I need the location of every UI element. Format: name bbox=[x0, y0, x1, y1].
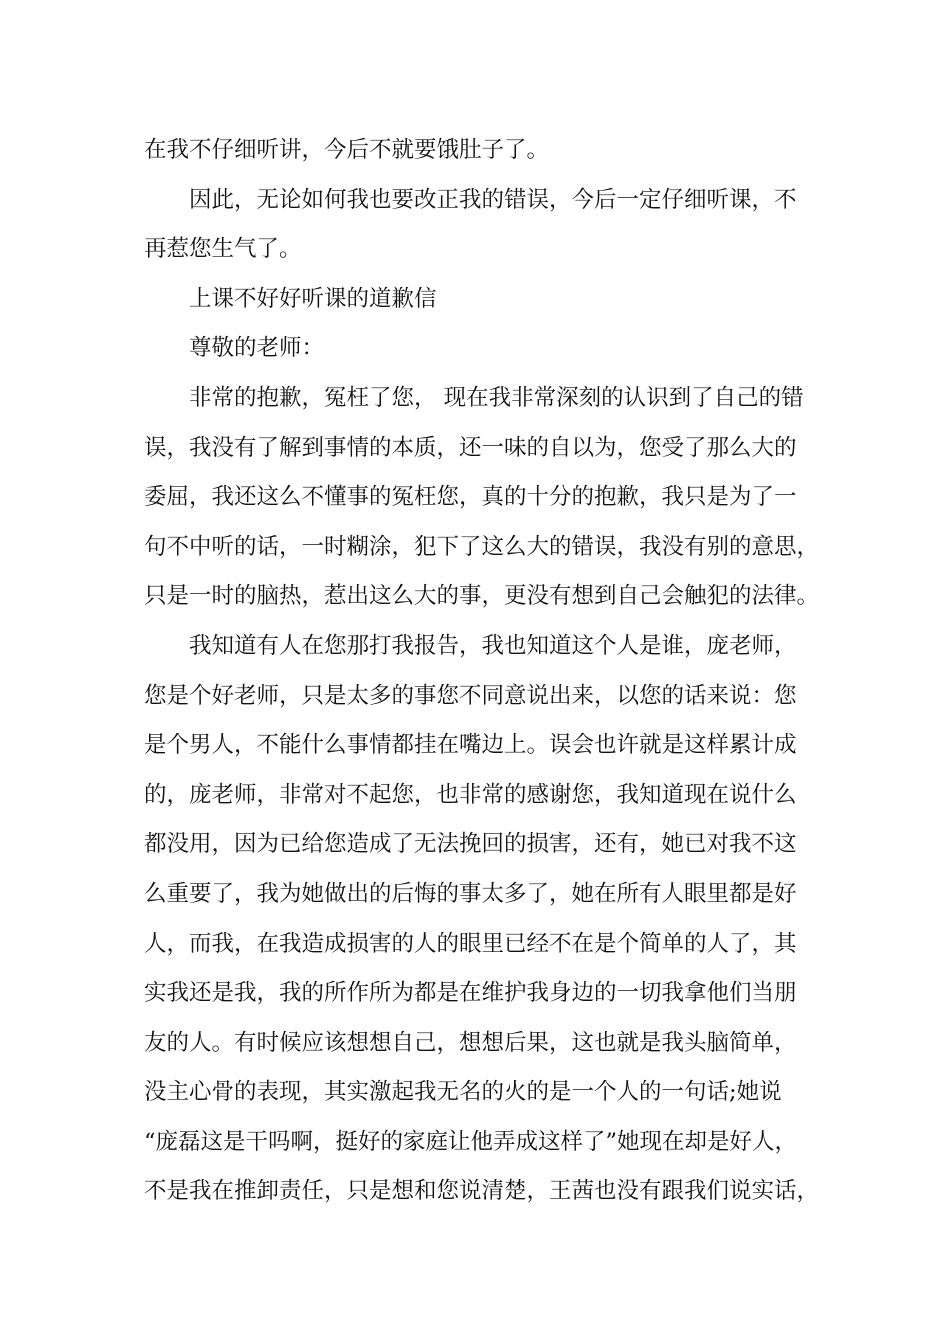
text-line: 委屈，我还这么不懂事的冤枉您，真的十分的抱歉，我只是为了一 bbox=[144, 484, 797, 511]
text-line: 友的人。有时候应该想想自己，想想后果，这也就是我头脑简单， bbox=[144, 1029, 797, 1056]
text-line: 的，庞老师，非常对不起您，也非常的感谢您，我知道现在说什么 bbox=[144, 781, 797, 808]
letter-title: 上课不好好听课的道歉信 bbox=[189, 285, 437, 312]
letter-salutation: 尊敬的老师： bbox=[189, 335, 325, 362]
paragraph-first-line: 我知道有人在您那打我报告，我也知道这个人是谁，庞老师， bbox=[189, 632, 797, 659]
text-line: 再惹您生气了。 bbox=[144, 236, 302, 263]
text-line: 人，而我，在我造成损害的人的眼里已经不在是个简单的人了，其 bbox=[144, 930, 797, 957]
paragraph-first-line: 非常的抱歉，冤枉了您， 现在我非常深刻的认识到了自己的错 bbox=[189, 384, 804, 411]
text-line: 只是一时的脑热，惹出这么大的事，更没有想到自己会触犯的法律。 bbox=[144, 583, 820, 610]
text-line: 都没用，因为已给您造成了无法挽回的损害，还有，她已对我不这 bbox=[144, 831, 797, 858]
text-line: 不是我在推卸责任，只是想和您说清楚，王茜也没有跟我们说实话， bbox=[144, 1178, 820, 1205]
document-body bbox=[144, 126, 820, 1217]
text-line: 没主心骨的表现，其实激起我无名的火的是一个人的一句话;她说 bbox=[144, 1079, 782, 1106]
text-line: “庞磊这是干吗啊，挺好的家庭让他弄成这样了”她现在却是好人， bbox=[144, 1128, 798, 1155]
text-line: 么重要了，我为她做出的后悔的事太多了，她在所有人眼里都是好 bbox=[144, 880, 797, 907]
paragraph-first-line: 因此，无论如何我也要改正我的错误，今后一定仔细听课，不 bbox=[189, 186, 797, 213]
text-line: 误，我没有了解到事情的本质，还一味的自以为，您受了那么大的 bbox=[144, 434, 797, 461]
text-line: 是个男人，不能什么事情都挂在嘴边上。误会也许就是这样累计成 bbox=[144, 732, 797, 759]
text-line: 您是个好老师，只是太多的事您不同意说出来，以您的话来说：您 bbox=[144, 682, 797, 709]
text-line: 实我还是我，我的所作所为都是在维护我身边的一切我拿他们当朋 bbox=[144, 980, 797, 1007]
text-line: 在我不仔细听讲，今后不就要饿肚子了。 bbox=[144, 137, 550, 163]
text-line: 句不中听的话，一时糊涂，犯下了这么大的错误，我没有别的意思， bbox=[144, 533, 820, 560]
